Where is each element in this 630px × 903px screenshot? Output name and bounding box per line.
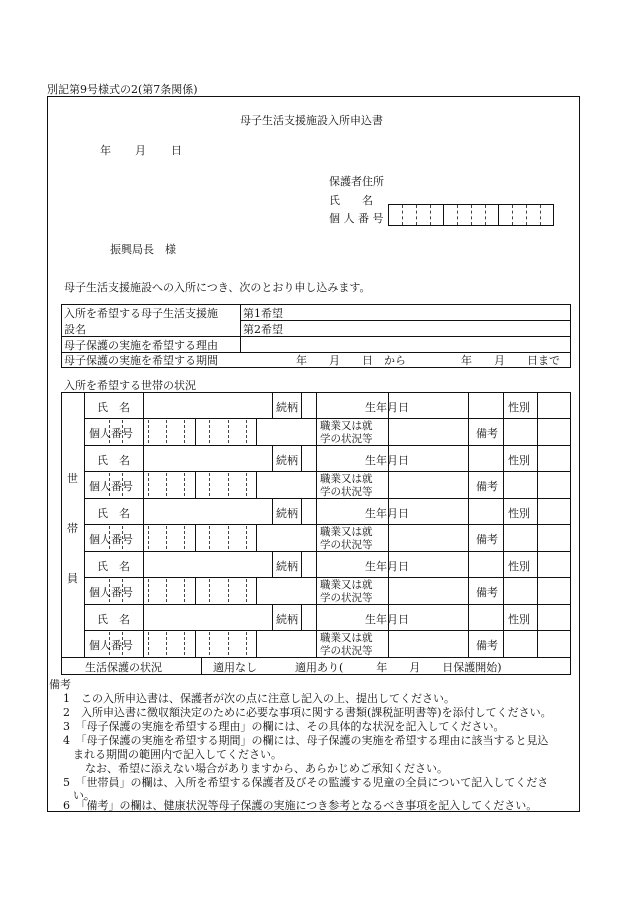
id-group-divider xyxy=(443,205,444,225)
household-member-label-1: 世 xyxy=(67,472,78,485)
note-item: 1 この入所申込書は、保護者が次の点に注意し記入の上、提出してください。 xyxy=(63,692,455,705)
addressee: 振興局長 様 xyxy=(110,243,176,256)
note-item: なお、希望に添えない場合がありますから、あらかじめご承知ください。 xyxy=(85,762,448,775)
intro-text: 母子生活支援施設への入所につき、次のとおり申し込みます。 xyxy=(64,281,371,294)
sex-label: 性別 xyxy=(508,401,530,414)
remarks-label: 備考 xyxy=(476,480,498,493)
job-label-2: 学の状況等 xyxy=(320,645,373,657)
id-digit-divider xyxy=(402,205,403,225)
job-label-2: 学の状況等 xyxy=(320,539,373,551)
note-item: 4 「母子保護の実施を希望する期間」の欄には、母子保護の実施を希望する理由に該当すると見込 xyxy=(63,734,549,747)
form-reference: 別記第9号様式の2(第7条関係) xyxy=(47,83,198,96)
household-member-label-3: 員 xyxy=(67,572,78,585)
id-digit-divider xyxy=(430,205,431,225)
birth-label: 生年月日 xyxy=(365,454,409,467)
relation-label: 続柄 xyxy=(276,454,298,467)
date-day[interactable]: 日 xyxy=(171,144,182,157)
id-digit-divider xyxy=(457,205,458,225)
period-field[interactable]: 年 月 日 から 年 月 日まで xyxy=(296,354,560,367)
id-group-divider xyxy=(498,205,499,225)
name-label: 氏 名 xyxy=(97,454,130,467)
guardian-name-label: 氏 名 xyxy=(329,194,373,207)
name-label: 氏 名 xyxy=(97,401,130,414)
id-label: 個人番号 xyxy=(89,586,133,599)
note-item: 2 入所申込書に徴収額決定のために必要な事項に関する書類(課税証明書等)を添付してください。 xyxy=(63,706,552,719)
id-label: 個人番号 xyxy=(89,427,133,440)
relation-label: 続柄 xyxy=(276,560,298,573)
birth-label: 生年月日 xyxy=(365,560,409,573)
id-digit-divider xyxy=(512,205,513,225)
id-label: 個人番号 xyxy=(89,639,133,652)
birth-label: 生年月日 xyxy=(365,613,409,626)
name-label: 氏 名 xyxy=(97,613,130,626)
id-digit-divider xyxy=(526,205,527,225)
guardian-id-label: 個 人 番 号 xyxy=(329,212,384,225)
guardian-address-label: 保護者住所 xyxy=(329,175,384,188)
job-label-2: 学の状況等 xyxy=(320,433,373,445)
notes-title: 備考 xyxy=(49,678,71,691)
birth-label: 生年月日 xyxy=(365,507,409,520)
id-digit-divider xyxy=(416,205,417,225)
sex-label: 性別 xyxy=(508,454,530,467)
welfare-applied-option[interactable]: 適用あり( 年 月 日保護開始) xyxy=(295,661,502,674)
sex-label: 性別 xyxy=(508,507,530,520)
sex-label: 性別 xyxy=(508,560,530,573)
frame-right xyxy=(579,96,580,812)
note-item: まれる期間の範囲内で記入してください。 xyxy=(73,748,282,761)
job-label-1: 職業又は就 xyxy=(320,420,373,432)
job-label-1: 職業又は就 xyxy=(320,632,373,644)
relation-label: 続柄 xyxy=(276,613,298,626)
remarks-label: 備考 xyxy=(476,533,498,546)
welfare-none-option[interactable]: 適用なし xyxy=(213,661,257,674)
remarks-label: 備考 xyxy=(476,427,498,440)
facility-choice-2[interactable]: 第2希望 xyxy=(243,323,283,336)
job-label-2: 学の状況等 xyxy=(320,592,373,604)
date-month[interactable]: 月 xyxy=(135,144,146,157)
facility-choice-1[interactable]: 第1希望 xyxy=(243,307,283,320)
name-label: 氏 名 xyxy=(97,507,130,520)
household-title: 入所を希望する世帯の状況 xyxy=(64,379,196,392)
id-digit-divider xyxy=(540,205,541,225)
relation-label: 続柄 xyxy=(276,507,298,520)
sex-label: 性別 xyxy=(508,613,530,626)
note-item: 5 「世帯員」の欄は、入所を希望する保護者及びその監護する児童の全員について記入してくださ xyxy=(63,776,549,789)
period-label: 母子保護の実施を希望する期間 xyxy=(64,354,218,367)
remarks-label: 備考 xyxy=(476,586,498,599)
birth-label: 生年月日 xyxy=(365,401,409,414)
facility-label-line1: 入所を希望する母子生活支援施 xyxy=(64,307,218,320)
household-member-label-2: 帯 xyxy=(67,522,78,535)
note-item: 3 「母子保護の実施を希望する理由」の欄には、その具体的な状況を記入してください。 xyxy=(63,720,505,733)
id-label: 個人番号 xyxy=(89,480,133,493)
note-item: い。 xyxy=(73,789,95,802)
name-label: 氏 名 xyxy=(97,560,130,573)
relation-label: 続柄 xyxy=(276,401,298,414)
id-label: 個人番号 xyxy=(89,533,133,546)
note-item: 6 「備考」の欄は、健康状況等母子保護の実施につき参考となるべき事項を記入してください。 xyxy=(63,799,538,812)
job-label-1: 職業又は就 xyxy=(320,526,373,538)
frame-top xyxy=(47,96,580,97)
id-digit-divider xyxy=(485,205,486,225)
job-label-2: 学の状況等 xyxy=(320,486,373,498)
frame-left xyxy=(47,96,48,812)
reason-label: 母子保護の実施を希望する理由 xyxy=(64,339,218,352)
job-label-1: 職業又は就 xyxy=(320,473,373,485)
facility-label-line2: 設名 xyxy=(64,323,86,336)
remarks-label: 備考 xyxy=(476,639,498,652)
id-digit-divider xyxy=(471,205,472,225)
page-title: 母子生活支援施設入所申込書 xyxy=(240,114,383,127)
date-year[interactable]: 年 xyxy=(100,144,111,157)
job-label-1: 職業又は就 xyxy=(320,579,373,591)
welfare-label: 生活保護の状況 xyxy=(85,661,162,674)
